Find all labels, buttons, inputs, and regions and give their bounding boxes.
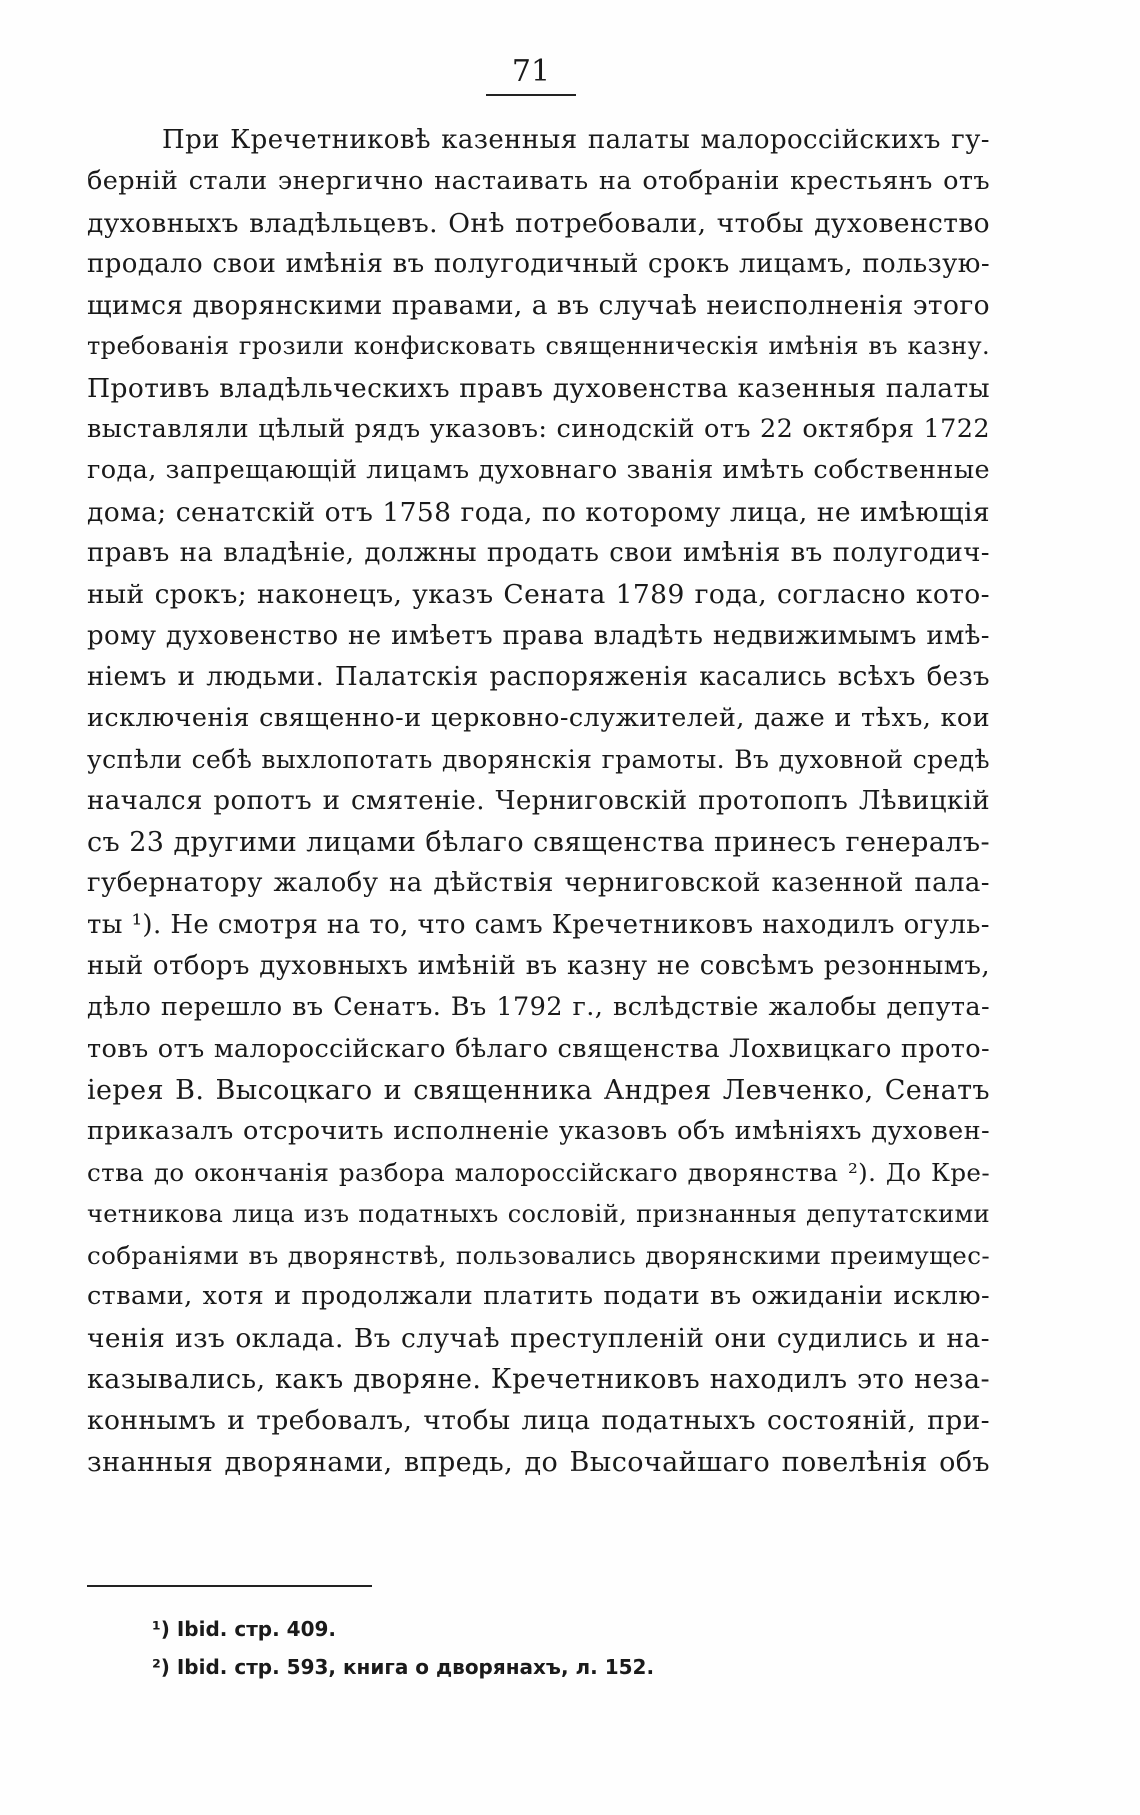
text-line: духовныхъ владѣльцевъ. Онѣ потребовали, чтобы духовенство — [87, 207, 990, 239]
text-line: знанныя дворянами, впредь, до Высочайшаго повелѣнія объ — [87, 1446, 990, 1478]
text-line: берній стали энергично настаивать на отобраніи крестьянъ отъ — [87, 166, 990, 197]
text-line: исключенія священно-и церковно-служителей, даже и тѣхъ, кои — [87, 703, 990, 734]
text-line: ства до окончанія разбора малороссійскаго дворянства ²). До Кре- — [87, 1158, 990, 1188]
footnote-2: ²) Ibid. стр. 593, книга о дворянахъ, л. 152. — [152, 1655, 655, 1679]
text-line: губернатору жалобу на дѣйствія черниговской казенной пала- — [87, 868, 990, 899]
text-line: щимся дворянскими правами, а въ случаѣ неисполненія этого — [87, 290, 990, 322]
text-line: четникова лица изъ податныхъ сословій, признанныя депутатскими — [87, 1199, 990, 1228]
text-line: ный отборъ духовныхъ имѣній въ казну не совсѣмъ резоннымъ, — [87, 950, 990, 981]
text-line: года, запрещающій лицамъ духовнаго званія имѣть собственные — [87, 455, 990, 486]
text-line: собраніями въ дворянствѣ, пользовались дворянскими преимущес- — [87, 1241, 990, 1271]
text-line: выставляли цѣлый рядъ указовъ: синодскій отъ 22 октября 1722 — [87, 414, 990, 445]
footnotes — [152, 1610, 852, 1686]
text-line: дѣло перешло въ Сенатъ. Въ 1792 г., вслѣдствіе жалобы депута- — [87, 992, 990, 1023]
text-line: Противъ владѣльческихъ правъ духовенства казенныя палаты — [87, 372, 990, 404]
text-line: правъ на владѣніе, должны продать свои имѣнія въ полугодич- — [87, 537, 990, 568]
text-line: іерея В. Высоцкаго и священника Андрея Левченко, Сенатъ — [87, 1074, 990, 1106]
text-line: требованія грозили конфисковать священническія имѣнія въ казну. — [87, 332, 990, 361]
text-line: товъ отъ малороссійскаго бѣлаго священства Лохвицкаго прото- — [87, 1033, 990, 1064]
text-line: рому духовенство не имѣетъ права владѣть недвижимымъ имѣ- — [87, 620, 990, 651]
text-line: ченія изъ оклада. Въ случаѣ преступленій они судились и на- — [87, 1322, 990, 1354]
text-line: ный срокъ; наконецъ, указъ Сената 1789 года, согласно кото- — [87, 579, 990, 611]
text-line: казывались, какъ дворяне. Кречетниковъ находилъ это неза- — [87, 1363, 990, 1395]
text-line: При Кречетниковѣ казенныя палаты малороссійскихъ гу- — [162, 125, 990, 155]
body-text — [87, 120, 990, 1483]
text-line: ты ¹). Не смотря на то, что самъ Кречетниковъ находилъ огуль- — [87, 909, 990, 940]
text-line: коннымъ и требовалъ, чтобы лица податныхъ состояній, при- — [87, 1405, 990, 1437]
page-number: 71 — [486, 52, 576, 96]
footnote-divider — [87, 1585, 372, 1587]
text-line: дома; сенатскій отъ 1758 года, по которому лица, не имѣющія — [87, 496, 990, 528]
text-line: ніемъ и людьми. Палатскія распоряженія касались всѣхъ безъ — [87, 661, 990, 692]
text-line: ствами, хотя и продолжали платить подати въ ожиданіи исклю- — [87, 1281, 990, 1312]
text-line: приказалъ отсрочить исполненіе указовъ объ имѣніяхъ духовен- — [87, 1116, 990, 1147]
footnote-1: ¹) Ibid. стр. 409. — [152, 1617, 337, 1641]
text-line: начался ропотъ и смятеніе. Черниговскій протопопъ Лѣвицкій — [87, 785, 990, 816]
text-line: продало свои имѣнія въ полугодичный срокъ лицамъ, пользую- — [87, 248, 990, 279]
text-line: успѣли себѣ выхлопотать дворянскія грамоты. Въ духовной средѣ — [87, 745, 990, 775]
text-line: съ 23 другими лицами бѣлаго священства принесъ генералъ- — [87, 827, 990, 859]
